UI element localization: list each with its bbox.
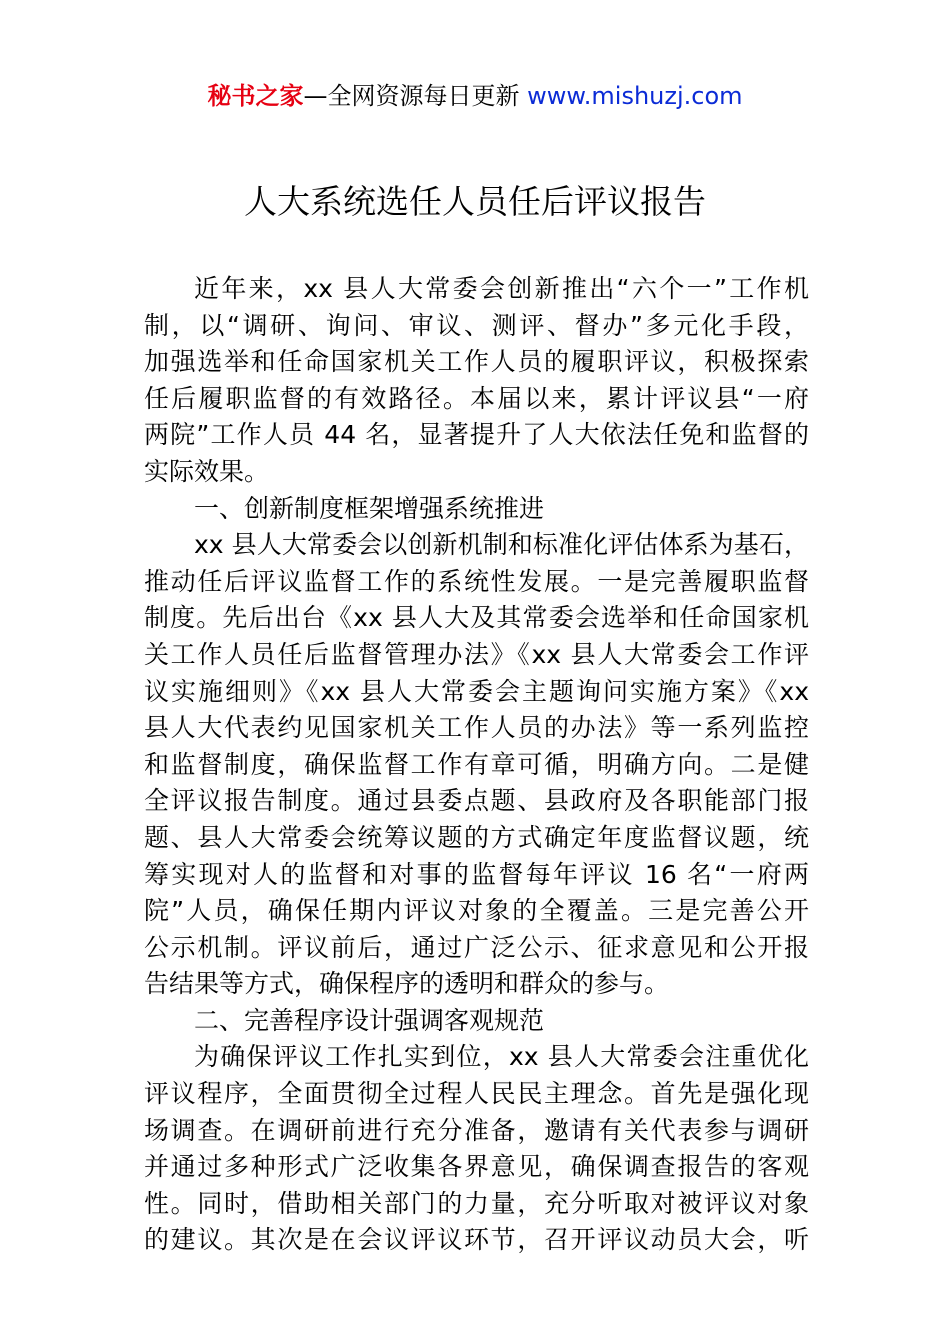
- text-line: 两院”工作人员 44 名，显著提升了人大依法任免和监督的: [144, 420, 809, 450]
- text-line: 任后履职监督的有效路径。本届以来，累计评议县“一府: [144, 383, 809, 413]
- text-line: 县人大代表约见国家机关工作人员的办法》等一系列监控: [144, 713, 809, 743]
- site-header: [0, 80, 950, 112]
- text-line: 场调查。在调研前进行充分准备，邀请有关代表参与调研: [144, 1115, 809, 1145]
- text-line: 二、完善程序设计强调客观规范: [194, 1005, 545, 1035]
- text-line: 性。同时，借助相关部门的力量，充分听取对被评议对象: [144, 1188, 809, 1218]
- site-tagline: —全网资源每日更新: [303, 82, 528, 110]
- text-line: 告结果等方式，确保程序的透明和群众的参与。: [144, 969, 670, 999]
- text-line: 的建议。其次是在会议评议环节，召开评议动员大会，听: [144, 1225, 809, 1255]
- text-line: 一、创新制度框架增强系统推进: [194, 493, 545, 523]
- text-line: 加强选举和任命国家机关工作人员的履职评议，积极探索: [144, 347, 809, 377]
- text-line: 实际效果。: [144, 456, 270, 486]
- text-line: 并通过多种形式广泛收集各界意见，确保调查报告的客观: [144, 1152, 809, 1182]
- site-brand: 秘书之家: [207, 82, 304, 110]
- text-line: xx 县人大常委会以创新机制和标准化评估体系为基石，: [194, 530, 809, 560]
- text-line: 制度。先后出台《xx 县人大及其常委会选举和任命国家机: [144, 603, 809, 633]
- text-line: 为确保评议工作扎实到位，xx 县人大常委会注重优化: [194, 1042, 809, 1072]
- text-line: 公示机制。评议前后，通过广泛公示、征求意见和公开报: [144, 932, 809, 962]
- text-line: 推动任后评议监督工作的系统性发展。一是完善履职监督: [144, 566, 809, 596]
- text-line: 院”人员，确保任期内评议对象的全覆盖。三是完善公开: [144, 896, 809, 926]
- text-line: 筹实现对人的监督和对事的监督每年评议 16 名“一府两: [144, 859, 809, 889]
- text-line: 题、县人大常委会统筹议题的方式确定年度监督议题，统: [144, 822, 809, 852]
- text-line: 和监督制度，确保监督工作有章可循，明确方向。二是健: [144, 749, 809, 779]
- text-line: 制，以“调研、询问、审议、测评、督办”多元化手段，: [144, 310, 809, 340]
- text-line: 关工作人员任后监督管理办法》《xx 县人大常委会工作评: [144, 639, 809, 669]
- document-body: [144, 271, 809, 1259]
- text-line: 全评议报告制度。通过县委点题、县政府及各职能部门报: [144, 786, 809, 816]
- document-title: 人大系统选任人员任后评议报告: [244, 182, 706, 221]
- text-line: 近年来，xx 县人大常委会创新推出“六个一”工作机: [194, 274, 809, 303]
- text-line: 评议程序，全面贯彻全过程人民民主理念。首先是强化现: [144, 1079, 809, 1109]
- text-line: 议实施细则》《xx 县人大常委会主题询问实施方案》《xx: [144, 676, 809, 706]
- site-url[interactable]: www.mishuzj.com: [527, 82, 743, 110]
